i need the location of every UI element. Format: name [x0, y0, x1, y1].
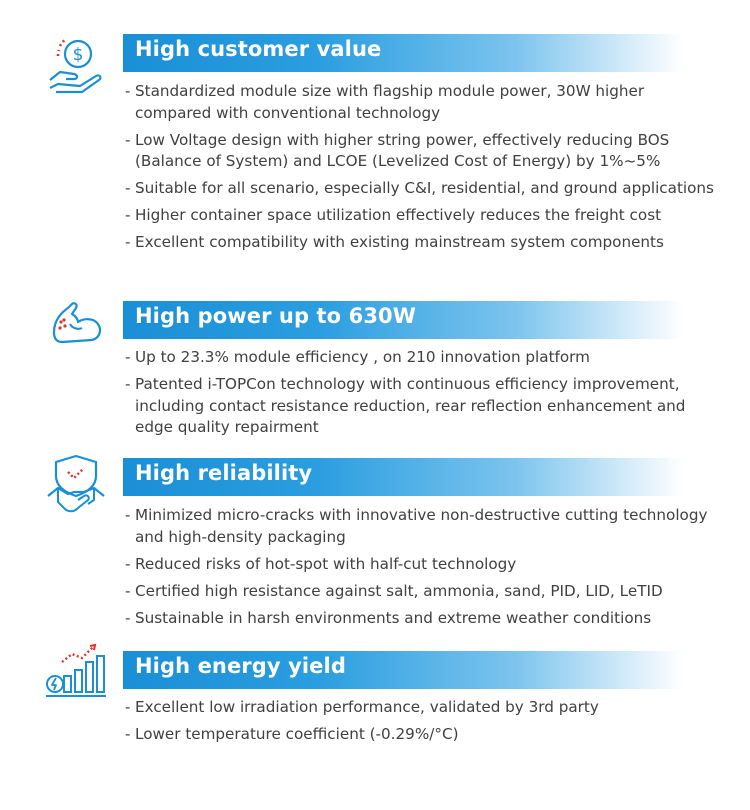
list-item: - Excellent compatibility with existing mainstream system components: [125, 233, 664, 251]
energy-bar-chart-icon: [44, 640, 108, 704]
section-title: High energy yield: [135, 654, 346, 678]
list-item: - Up to 23.3% module efficiency , on 210 innovation platform: [125, 348, 590, 366]
bullet-list: [125, 505, 725, 635]
bullet-list: [125, 697, 725, 751]
section-banner: [123, 651, 683, 689]
list-item: - Minimized micro-cracks with innovative non-destructive cutting technology and high-density packaging: [125, 506, 708, 546]
list-item: - Higher container space utilization effectively reduces the freight cost: [125, 206, 662, 224]
list-item: - Reduced risks of hot-spot with half-cut technology: [125, 554, 517, 573]
list-item: - Excellent low irradiation performance, validated by 3rd party: [125, 698, 599, 716]
list-item: - Certified high resistance against salt, ammonia, sand, PID, LID, LeTID: [125, 581, 663, 600]
bullet-list: [125, 81, 725, 259]
dollar-hand-icon: [44, 32, 108, 96]
svg-text:$: $: [72, 45, 84, 65]
list-item: - Suitable for all scenario, especially C&I, residential, and ground applications: [125, 179, 714, 197]
bullet-list: [125, 347, 725, 444]
section-banner: [123, 301, 683, 339]
list-item: - Lower temperature coefficient (-0.29%/°C): [125, 725, 459, 743]
list-item: - Standardized module size with flagship module power, 30W higher compared with conventional technology: [125, 82, 645, 122]
section-title: High power up to 630W: [135, 304, 417, 328]
section-title: High reliability: [135, 461, 313, 485]
muscle-arm-icon: [44, 292, 108, 356]
section-banner: [123, 34, 683, 72]
list-item: - Sustainable in harsh environments and extreme weather conditions: [125, 608, 652, 627]
section-title: High customer value: [135, 37, 382, 61]
shield-handshake-icon: [44, 452, 108, 516]
section-banner: [123, 458, 683, 496]
list-item: - Low Voltage design with higher string power, effectively reducing BOS (Balance of System) and LCOE (Levelized Cost of Energy) by 1%~5%: [125, 130, 670, 170]
list-item: - Patented i-TOPCon technology with continuous efficiency improvement, including contact resistance reduction, rear reflection enhancement and edge quality repairment: [125, 375, 686, 436]
